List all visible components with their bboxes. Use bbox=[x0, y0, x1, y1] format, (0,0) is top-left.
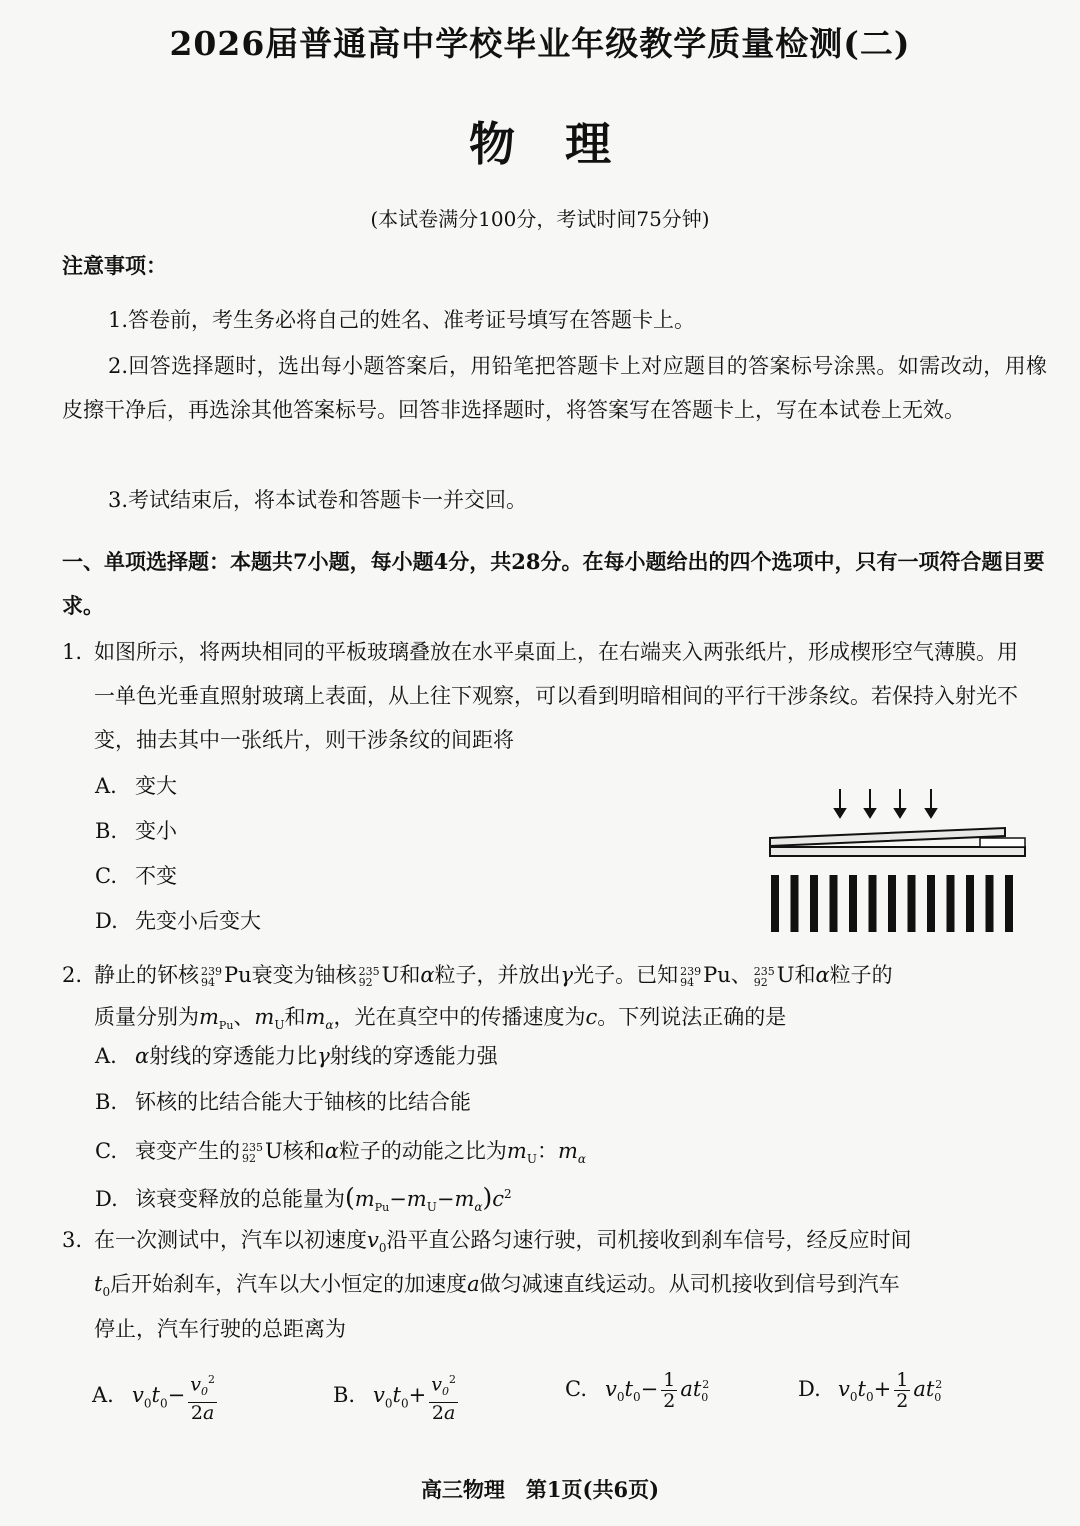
glass-plates bbox=[770, 828, 1025, 856]
fringe-9 bbox=[927, 875, 935, 932]
interference-figure bbox=[765, 785, 1030, 935]
interference-fringes bbox=[771, 875, 1013, 932]
q3-option-d: D. $v_0t_0+$ $\frac{1}{2}$ $at_0^2$ bbox=[798, 1369, 943, 1412]
fringe-2 bbox=[791, 875, 799, 932]
notice-item-1: 1.答卷前，考生务必将自己的姓名、准考证号填写在答题卡上。 bbox=[108, 308, 696, 332]
fringe-8 bbox=[908, 875, 916, 932]
question-2-line-2: 质量分别为$m_{Pu}$、$m_U$和$m_\alpha$，光在真空中的传播速度为c。下列说法正确的是 bbox=[94, 1005, 787, 1033]
question-3-line-2: $t_0$后开始刹车，汽车以大小恒定的加速度a做匀减速直线运动。从司机接收到信号到汽车 bbox=[94, 1272, 900, 1300]
q1-option-d: D. 先变小后变大 bbox=[95, 909, 261, 933]
q2-option-a: A. α射线的穿透能力比γ射线的穿透能力强 bbox=[95, 1044, 498, 1068]
subject-title: 物理 bbox=[469, 117, 661, 171]
fringe-11 bbox=[966, 875, 974, 932]
fringe-10 bbox=[947, 875, 955, 932]
question-1 bbox=[62, 630, 1037, 762]
question-2: 2. 静止的钚核 239 94 Pu衰变为铀核 235 92 U和α粒子，并放出γ光子。已知 239 94 Pu、 235 92 U和α粒子的 bbox=[62, 963, 893, 989]
notice-heading: 注意事项： bbox=[62, 253, 167, 278]
fringe-5 bbox=[849, 875, 857, 932]
q3-option-a: A. $v_0t_0-$ $\frac{v_0^2}{2a}$ bbox=[92, 1370, 220, 1423]
q2-option-b: B. 钚核的比结合能大于铀核的比结合能 bbox=[95, 1090, 471, 1114]
fringe-13 bbox=[1005, 875, 1013, 932]
fringe-3 bbox=[810, 875, 818, 932]
notice-item-2: 2.回答选择题时，选出每小题答案后，用铅笔把答题卡上对应题目的答案标号涂黑。如需改动，用橡皮擦干净后，再选涂其他答案标号。回答非选择题时，将答案写在答题卡上，写在本试卷上无效。 bbox=[62, 354, 1047, 422]
q2-option-d: D. 该衰变释放的总能量为$(m_{Pu}-m_U-m_\alpha)c^2$ bbox=[95, 1183, 512, 1215]
question-number: 1. bbox=[62, 640, 83, 664]
q3-option-b: B. $v_0t_0+$ $\frac{v_0^2}{2a}$ bbox=[333, 1370, 461, 1423]
fringe-6 bbox=[869, 875, 877, 932]
question-3-line-3: 停止，汽车行驶的总距离为 bbox=[94, 1317, 346, 1341]
q1-option-b: B. 变小 bbox=[95, 819, 177, 843]
incident-light-arrows bbox=[835, 789, 936, 817]
fringe-4 bbox=[830, 875, 838, 932]
q1-option-a: A. 变大 bbox=[95, 774, 177, 798]
fringe-7 bbox=[888, 875, 896, 932]
section-heading: 一、单项选择题：本题共7小题，每小题4分，共28分。在每小题给出的四个选项中，只有一项符合题目要求。 bbox=[62, 549, 1045, 618]
exam-info: (本试卷满分100分，考试时间75分钟) bbox=[370, 207, 710, 231]
q1-option-c: C. 不变 bbox=[95, 864, 177, 888]
q2-option-c: C. 衰变产生的 235 92 U核和α粒子的动能之比为$m_U$：$m_\alpha$ bbox=[95, 1139, 586, 1167]
page-footer: 高三物理 第1页(共6页) bbox=[420, 1477, 660, 1502]
fringe-12 bbox=[986, 875, 994, 932]
question-stem: 如图所示，将两块相同的平板玻璃叠放在水平桌面上，在右端夹入两张纸片，形成楔形空气薄膜。用一单色光垂直照射玻璃上表面，从上往下观察，可以看到明暗相间的平行干涉条纹。若保持入射光不变，抽去其中一张纸片，则干涉条纹的间距将 bbox=[94, 640, 1018, 752]
notice-item-3: 3.考试结束后，将本试卷和答题卡一并交回。 bbox=[108, 488, 528, 512]
fringe-1 bbox=[771, 875, 779, 932]
q3-option-c: C. $v_0t_0-$ $\frac{1}{2}$ $at_0^2$ bbox=[565, 1369, 710, 1412]
exam-title: 2026届普通高中学校毕业年级教学质量检测(二) bbox=[169, 24, 911, 63]
question-3: 3. 在一次测试中，汽车以初速度$v_0$沿平直公路匀速行驶，司机接收到刹车信号，经反应时间 bbox=[62, 1228, 912, 1256]
